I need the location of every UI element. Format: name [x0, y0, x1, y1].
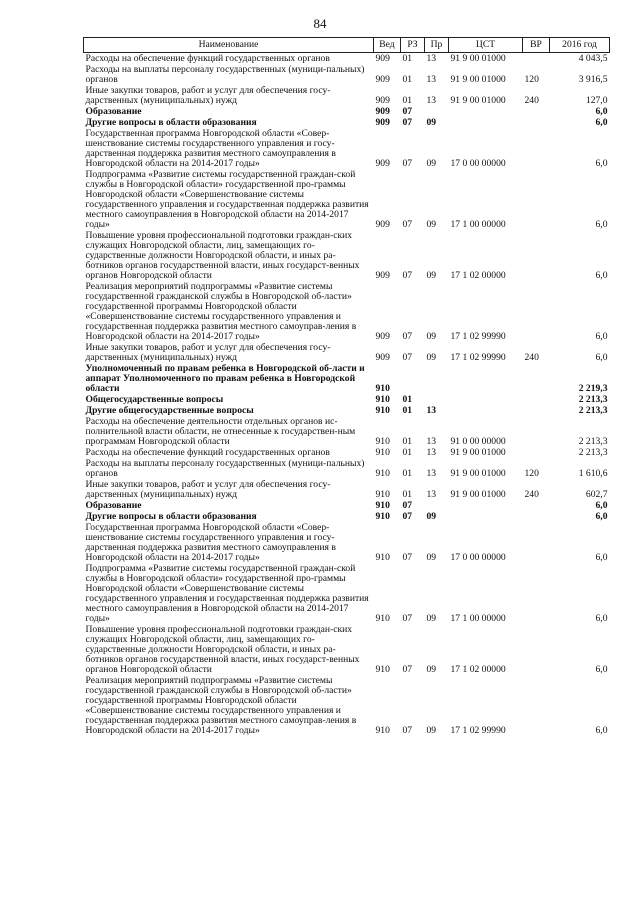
- row-amount: 127,0: [585, 95, 608, 106]
- row-cst: 17 1 02 00000: [450, 664, 506, 675]
- row-pr: 13: [426, 74, 437, 85]
- row-cst: 17 0 00 00000: [450, 158, 506, 169]
- row-name: Реализация мероприятий подпрограммы «Развитие системы государственной гражданской службы в Новгородской об-ласти» государственной программы Новгородской области «Совершенствование системы государственного управления и государственная поддержка развития местного самоуправ-ления в Новгородской области на 2014-2017 годы»: [85, 675, 357, 736]
- row-amount: 2 213,3: [578, 447, 608, 458]
- budget-table-body: [84, 53, 610, 737]
- row-amount: 6,0: [595, 106, 608, 117]
- row-vr: 240: [524, 95, 539, 106]
- table-row: [84, 85, 610, 106]
- row-amount: 2 213,3: [578, 405, 608, 416]
- row-amount: 6,0: [595, 613, 608, 624]
- row-name: Образование: [85, 500, 142, 511]
- row-name: Повышение уровня профессиональной подготовки граждан-ских служащих Новгородской области, лиц, замещающих го-сударственные должности Новгородской области, и иных ра-ботников органов государственной власти, иных государст-венных органов Новгородской области: [85, 230, 360, 281]
- row-rz: 01: [402, 95, 413, 106]
- row-cst: 17 1 02 99990: [450, 725, 506, 736]
- row-name: Иные закупки товаров, работ и услуг для обеспечения госу-дарственных (муниципальных) нужд: [85, 85, 331, 106]
- row-ved: 909: [375, 219, 390, 230]
- row-vr: [523, 416, 550, 447]
- table-row: [84, 675, 610, 736]
- row-rz: 07: [402, 511, 413, 522]
- row-amount: 3 916,5: [578, 74, 608, 85]
- row-name: Иные закупки товаров, работ и услуг для обеспечения госу-дарственных (муниципальных) нужд: [85, 342, 331, 363]
- row-name: Повышение уровня профессиональной подготовки граждан-ских служащих Новгородской области, лиц, замещающих го-сударственные должности Новгородской области, и иных ра-ботников органов государственной власти, иных государст-венных органов Новгородской области: [85, 624, 360, 675]
- row-ved: 910: [375, 489, 390, 500]
- table-row: [84, 500, 610, 511]
- row-rz: 07: [402, 106, 413, 117]
- row-pr: 09: [426, 352, 437, 363]
- row-rz: 07: [402, 117, 413, 128]
- row-cst: 17 1 02 99990: [450, 331, 506, 342]
- table-row: [84, 169, 610, 230]
- row-name: Другие вопросы в области образования: [85, 117, 257, 128]
- row-name: Расходы на выплаты персоналу государственных (муници-пальных) органов: [85, 458, 365, 479]
- row-ved: 910: [375, 725, 390, 736]
- row-pr: [425, 500, 449, 511]
- row-rz: 07: [402, 158, 413, 169]
- row-cst: 17 1 02 99990: [450, 352, 506, 363]
- row-pr: 09: [426, 664, 437, 675]
- table-row: [84, 363, 610, 394]
- row-pr: 09: [426, 331, 437, 342]
- row-name: Подпрограмма «Развитие системы государственной граждан-ской службы в Новгородской области» государственной про-граммы Новгородской области «Совершенствование системы государственного управления и государственная поддержка развития местного самоуправления в Новгородской области на 2014-2017 годы»: [85, 169, 369, 230]
- row-ved: 910: [375, 436, 390, 447]
- row-ved: 910: [375, 447, 390, 458]
- row-pr: 13: [426, 53, 437, 64]
- row-vr: [523, 563, 550, 624]
- row-cst: 91 0 00 00000: [450, 436, 506, 447]
- row-pr: 09: [426, 613, 437, 624]
- row-vr: 240: [524, 352, 539, 363]
- row-amount: 6,0: [595, 352, 608, 363]
- row-ved: 910: [375, 500, 390, 511]
- row-cst: 17 1 02 00000: [450, 270, 506, 281]
- table-row: [84, 458, 610, 479]
- row-cst: 91 9 00 01000: [450, 489, 506, 500]
- row-cst: 17 0 00 00000: [450, 552, 506, 563]
- table-row: [84, 563, 610, 624]
- row-amount: 2 213,3: [578, 436, 608, 447]
- row-rz: 01: [402, 468, 413, 479]
- table-row: [84, 394, 610, 405]
- row-rz: 01: [402, 489, 413, 500]
- row-pr: [425, 394, 449, 405]
- row-name: Образование: [85, 106, 142, 117]
- row-ved: 909: [375, 270, 390, 281]
- table-row: [84, 522, 610, 563]
- row-cst: [449, 363, 523, 394]
- row-ved: 910: [375, 383, 390, 394]
- row-pr: 13: [426, 95, 437, 106]
- row-amount: 6,0: [595, 552, 608, 563]
- row-pr: 13: [426, 436, 437, 447]
- row-cst: 91 9 00 01000: [450, 74, 506, 85]
- table-row: [84, 447, 610, 458]
- row-pr: 09: [426, 725, 437, 736]
- row-cst: 17 1 00 00000: [450, 219, 506, 230]
- row-cst: [449, 511, 523, 522]
- table-row: [84, 511, 610, 522]
- row-vr: [523, 511, 550, 522]
- row-ved: 909: [375, 158, 390, 169]
- row-rz: 01: [402, 394, 413, 405]
- row-cst: 91 9 00 01000: [450, 53, 506, 64]
- row-name: Государственная программа Новгородской области «Совер-шенствование системы государственного управления и госу-дарственная поддержка развития местного самоуправления в Новгородской области на 2014-2017 годы»: [85, 522, 336, 563]
- row-rz: 01: [402, 74, 413, 85]
- row-ved: 909: [375, 331, 390, 342]
- row-rz: 01: [402, 405, 413, 416]
- row-rz: 07: [402, 270, 413, 281]
- row-rz: 07: [402, 219, 413, 230]
- row-pr: 09: [426, 270, 437, 281]
- row-pr: 13: [426, 405, 437, 416]
- table-row: [84, 117, 610, 128]
- row-pr: 09: [426, 511, 437, 522]
- row-name: Другие вопросы в области образования: [85, 511, 257, 522]
- row-ved: 909: [375, 352, 390, 363]
- table-row: [84, 128, 610, 169]
- row-rz: 01: [402, 436, 413, 447]
- row-pr: 13: [426, 447, 437, 458]
- table-row: [84, 106, 610, 117]
- header-name: Наименование: [84, 38, 374, 53]
- row-pr: 13: [426, 468, 437, 479]
- row-ved: 910: [375, 511, 390, 522]
- row-vr: [523, 624, 550, 675]
- row-pr: 09: [426, 219, 437, 230]
- row-rz: 07: [402, 500, 413, 511]
- row-amount: 6,0: [595, 725, 608, 736]
- row-amount: 6,0: [595, 270, 608, 281]
- row-vr: [523, 128, 550, 169]
- row-amount: 6,0: [595, 219, 608, 230]
- row-cst: 91 9 00 01000: [450, 95, 506, 106]
- budget-table: [83, 37, 610, 736]
- row-amount: 1 610,6: [578, 468, 608, 479]
- row-vr: [523, 394, 550, 405]
- row-cst: [449, 106, 523, 117]
- row-amount: 6,0: [595, 664, 608, 675]
- row-pr: [425, 363, 449, 394]
- row-name: Подпрограмма «Развитие системы государственной граждан-ской службы в Новгородской области» государственной про-граммы Новгородской области «Совершенствование системы государственного управления и государственная поддержка развития местного самоуправления в Новгородской области на 2014-2017 годы»: [85, 563, 369, 624]
- row-amount: 2 213,3: [578, 394, 608, 405]
- row-amount: 6,0: [595, 117, 608, 128]
- row-name: Реализация мероприятий подпрограммы «Развитие системы государственной гражданской службы в Новгородской об-ласти» государственной программы Новгородской области «Совершенствование системы государственного управления и государственная поддержка развития местного самоуправ-ления в Новгородской области на 2014-2017 годы»: [85, 281, 357, 342]
- row-rz: 01: [402, 447, 413, 458]
- row-vr: [523, 230, 550, 281]
- row-vr: [523, 53, 550, 65]
- table-row: [84, 405, 610, 416]
- page-number: 84: [313, 16, 327, 31]
- row-vr: [523, 405, 550, 416]
- row-amount: 2 219,3: [578, 383, 608, 394]
- row-vr: [523, 363, 550, 394]
- row-amount: 4 043,5: [578, 53, 608, 64]
- row-name: Государственная программа Новгородской области «Совер-шенствование системы государственного управления и госу-дарственная поддержка развития местного самоуправления в Новгородской области на 2014-2017 годы»: [85, 128, 336, 169]
- row-name: Расходы на обеспечение функций государственных органов: [85, 447, 330, 458]
- table-row: [84, 64, 610, 85]
- header-pr: Пр: [425, 38, 449, 53]
- row-ved: 910: [375, 394, 390, 405]
- table-row: [84, 624, 610, 675]
- row-ved: 909: [375, 74, 390, 85]
- row-cst: 91 9 00 01000: [450, 447, 506, 458]
- table-row: [84, 342, 610, 363]
- row-amount: 6,0: [595, 500, 608, 511]
- row-vr: 240: [524, 489, 539, 500]
- row-name: Общегосударственные вопросы: [85, 394, 224, 405]
- row-cst: [449, 405, 523, 416]
- row-rz: 07: [402, 352, 413, 363]
- row-ved: 910: [375, 405, 390, 416]
- row-name: Уполномоченный по правам ребенка в Новгородской об-ласти и аппарат Уполномоченного по правам ребенка в Новгородской области: [85, 363, 365, 394]
- row-vr: [523, 447, 550, 458]
- header-rz: РЗ: [401, 38, 425, 53]
- row-ved: 909: [375, 53, 390, 64]
- row-amount: 6,0: [595, 511, 608, 522]
- header-ved: Вед: [374, 38, 401, 53]
- table-row: [84, 416, 610, 447]
- row-pr: 09: [426, 117, 437, 128]
- row-pr: [425, 106, 449, 117]
- header-vr: ВР: [523, 38, 550, 53]
- row-ved: 910: [375, 664, 390, 675]
- row-name: Расходы на обеспечение функций государственных органов: [85, 53, 330, 64]
- row-ved: 910: [375, 613, 390, 624]
- row-pr: 09: [426, 158, 437, 169]
- row-ved: 909: [375, 106, 390, 117]
- row-name: Другие общегосударственные вопросы: [85, 405, 254, 416]
- row-name: Иные закупки товаров, работ и услуг для обеспечения госу-дарственных (муниципальных) нужд: [85, 479, 331, 500]
- row-ved: 909: [375, 95, 390, 106]
- row-vr: [523, 106, 550, 117]
- row-amount: 6,0: [595, 331, 608, 342]
- row-rz: 07: [402, 552, 413, 563]
- row-rz: 07: [402, 664, 413, 675]
- row-name: Расходы на выплаты персоналу государственных (муници-пальных) органов: [85, 64, 365, 85]
- row-vr: [523, 169, 550, 230]
- header-cst: ЦСТ: [449, 38, 523, 53]
- row-pr: 13: [426, 489, 437, 500]
- row-cst: [449, 500, 523, 511]
- row-rz: [401, 363, 425, 394]
- row-amount: 6,0: [595, 158, 608, 169]
- row-vr: 120: [524, 74, 539, 85]
- row-cst: 17 1 00 00000: [450, 613, 506, 624]
- row-ved: 910: [375, 468, 390, 479]
- row-amount: 602,7: [585, 489, 608, 500]
- row-cst: [449, 117, 523, 128]
- row-vr: [523, 117, 550, 128]
- table-row: [84, 53, 610, 65]
- row-ved: 909: [375, 117, 390, 128]
- row-vr: [523, 281, 550, 342]
- row-vr: [523, 675, 550, 736]
- header-year: 2016 год: [550, 38, 610, 53]
- row-rz: 01: [402, 53, 413, 64]
- row-vr: 120: [524, 468, 539, 479]
- table-row: [84, 281, 610, 342]
- row-vr: [523, 522, 550, 563]
- row-cst: 91 9 00 01000: [450, 468, 506, 479]
- table-row: [84, 479, 610, 500]
- row-vr: [523, 500, 550, 511]
- table-row: [84, 230, 610, 281]
- row-pr: 09: [426, 552, 437, 563]
- row-rz: 07: [402, 613, 413, 624]
- table-header-row: [84, 38, 610, 53]
- row-name: Расходы на обеспечение деятельности отдельных органов ис-полнительной власти области, не отнесенные к государствен-ным программам Новгородской области: [85, 416, 356, 447]
- row-rz: 07: [402, 725, 413, 736]
- row-ved: 910: [375, 552, 390, 563]
- row-rz: 07: [402, 331, 413, 342]
- row-cst: [449, 394, 523, 405]
